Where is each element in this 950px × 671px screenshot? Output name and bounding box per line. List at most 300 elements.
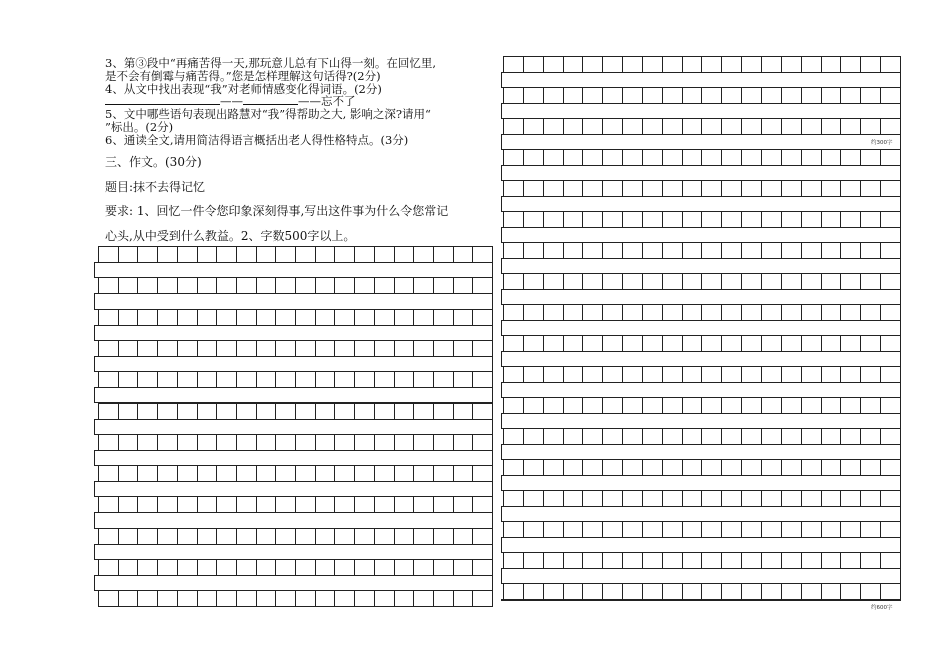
grid-cell[interactable] [414, 466, 434, 481]
grid-cell[interactable] [473, 435, 492, 450]
grid-cell[interactable] [702, 367, 722, 382]
grid-cell[interactable] [504, 491, 524, 506]
grid-cell[interactable] [257, 341, 277, 356]
grid-cell[interactable] [603, 57, 623, 72]
grid-cell[interactable] [623, 584, 643, 599]
grid-cell[interactable] [119, 310, 139, 325]
grid-cell[interactable] [881, 150, 900, 165]
grid-cell[interactable] [782, 274, 802, 289]
grid-cell[interactable] [762, 460, 782, 475]
grid-cell[interactable] [414, 404, 434, 419]
grid-cell[interactable] [603, 88, 623, 103]
grid-cell[interactable] [623, 522, 643, 537]
grid-cell[interactable] [583, 57, 603, 72]
grid-cell[interactable] [564, 336, 584, 351]
grid-cell[interactable] [119, 372, 139, 387]
grid-cell[interactable] [395, 560, 415, 575]
grid-cell[interactable] [702, 243, 722, 258]
grid-cell[interactable] [623, 119, 643, 134]
grid-cell[interactable] [702, 57, 722, 72]
grid-cell[interactable] [296, 560, 316, 575]
grid-cell[interactable] [454, 466, 474, 481]
grid-cell[interactable] [702, 398, 722, 413]
grid-cell[interactable] [217, 435, 237, 450]
grid-cell[interactable] [623, 150, 643, 165]
grid-cell[interactable] [138, 435, 158, 450]
grid-cell[interactable] [881, 398, 900, 413]
grid-cell[interactable] [822, 522, 842, 537]
grid-cell[interactable] [138, 372, 158, 387]
grid-cell[interactable] [683, 398, 703, 413]
grid-cell[interactable] [544, 367, 564, 382]
grid-cell[interactable] [762, 491, 782, 506]
grid-cell[interactable] [158, 591, 178, 606]
grid-cell[interactable] [217, 372, 237, 387]
grid-cell[interactable] [504, 181, 524, 196]
grid-cell[interactable] [158, 497, 178, 512]
grid-cell[interactable] [335, 591, 355, 606]
grid-cell[interactable] [335, 404, 355, 419]
grid-cell[interactable] [722, 274, 742, 289]
grid-cell[interactable] [702, 553, 722, 568]
grid-cell[interactable] [861, 212, 881, 227]
grid-cell[interactable] [802, 181, 822, 196]
grid-cell[interactable] [217, 529, 237, 544]
grid-cell[interactable] [178, 247, 198, 262]
grid-cell[interactable] [683, 367, 703, 382]
grid-cell[interactable] [782, 553, 802, 568]
grid-cell[interactable] [524, 336, 544, 351]
grid-cell[interactable] [504, 398, 524, 413]
grid-cell[interactable] [504, 460, 524, 475]
grid-cell[interactable] [296, 435, 316, 450]
grid-cell[interactable] [296, 310, 316, 325]
grid-cell[interactable] [583, 243, 603, 258]
grid-cell[interactable] [742, 336, 762, 351]
grid-cell[interactable] [198, 560, 218, 575]
grid-cell[interactable] [822, 212, 842, 227]
grid-cell[interactable] [762, 274, 782, 289]
grid-cell[interactable] [217, 560, 237, 575]
grid-cell[interactable] [722, 119, 742, 134]
grid-cell[interactable] [473, 247, 492, 262]
grid-cell[interactable] [544, 398, 564, 413]
grid-cell[interactable] [822, 243, 842, 258]
grid-cell[interactable] [702, 522, 722, 537]
grid-cell[interactable] [504, 212, 524, 227]
grid-cell[interactable] [335, 529, 355, 544]
grid-cell[interactable] [702, 274, 722, 289]
grid-cell[interactable] [742, 119, 762, 134]
grid-cell[interactable] [623, 491, 643, 506]
grid-cell[interactable] [683, 57, 703, 72]
grid-cell[interactable] [564, 243, 584, 258]
grid-cell[interactable] [841, 119, 861, 134]
grid-cell[interactable] [544, 181, 564, 196]
grid-cell[interactable] [564, 57, 584, 72]
grid-cell[interactable] [782, 429, 802, 444]
grid-cell[interactable] [564, 88, 584, 103]
grid-cell[interactable] [375, 591, 395, 606]
grid-cell[interactable] [583, 491, 603, 506]
grid-cell[interactable] [524, 181, 544, 196]
grid-cell[interactable] [861, 491, 881, 506]
grid-cell[interactable] [355, 435, 375, 450]
grid-cell[interactable] [375, 560, 395, 575]
grid-cell[interactable] [564, 398, 584, 413]
grid-cell[interactable] [138, 466, 158, 481]
grid-cell[interactable] [802, 212, 822, 227]
grid-cell[interactable] [524, 460, 544, 475]
grid-cell[interactable] [841, 243, 861, 258]
grid-cell[interactable] [841, 398, 861, 413]
grid-cell[interactable] [355, 341, 375, 356]
grid-cell[interactable] [296, 372, 316, 387]
grid-cell[interactable] [504, 274, 524, 289]
grid-cell[interactable] [722, 181, 742, 196]
grid-cell[interactable] [504, 429, 524, 444]
grid-cell[interactable] [881, 584, 900, 599]
grid-cell[interactable] [395, 341, 415, 356]
grid-cell[interactable] [822, 553, 842, 568]
grid-cell[interactable] [702, 150, 722, 165]
grid-cell[interactable] [296, 341, 316, 356]
grid-cell[interactable] [702, 305, 722, 320]
grid-cell[interactable] [762, 553, 782, 568]
grid-cell[interactable] [583, 336, 603, 351]
grid-cell[interactable] [296, 466, 316, 481]
grid-cell[interactable] [564, 212, 584, 227]
grid-cell[interactable] [158, 278, 178, 293]
grid-cell[interactable] [454, 529, 474, 544]
grid-cell[interactable] [861, 522, 881, 537]
grid-cell[interactable] [742, 367, 762, 382]
grid-cell[interactable] [663, 522, 683, 537]
grid-cell[interactable] [335, 310, 355, 325]
grid-cell[interactable] [822, 398, 842, 413]
grid-cell[interactable] [544, 336, 564, 351]
grid-cell[interactable] [544, 57, 564, 72]
grid-cell[interactable] [237, 497, 257, 512]
grid-cell[interactable] [722, 336, 742, 351]
grid-cell[interactable] [643, 584, 663, 599]
grid-cell[interactable] [119, 278, 139, 293]
grid-cell[interactable] [861, 398, 881, 413]
grid-cell[interactable] [375, 310, 395, 325]
grid-cell[interactable] [782, 491, 802, 506]
grid-cell[interactable] [375, 372, 395, 387]
grid-cell[interactable] [375, 497, 395, 512]
grid-cell[interactable] [414, 372, 434, 387]
grid-cell[interactable] [524, 243, 544, 258]
grid-cell[interactable] [881, 305, 900, 320]
grid-cell[interactable] [237, 435, 257, 450]
grid-cell[interactable] [237, 560, 257, 575]
grid-cell[interactable] [414, 247, 434, 262]
grid-cell[interactable] [99, 560, 119, 575]
grid-cell[interactable] [198, 341, 218, 356]
grid-cell[interactable] [603, 398, 623, 413]
grid-cell[interactable] [414, 341, 434, 356]
grid-cell[interactable] [158, 341, 178, 356]
grid-cell[interactable] [861, 367, 881, 382]
grid-cell[interactable] [395, 310, 415, 325]
grid-cell[interactable] [623, 243, 643, 258]
grid-cell[interactable] [178, 310, 198, 325]
grid-cell[interactable] [762, 181, 782, 196]
grid-cell[interactable] [623, 88, 643, 103]
grid-cell[interactable] [178, 560, 198, 575]
grid-cell[interactable] [742, 491, 762, 506]
grid-cell[interactable] [603, 243, 623, 258]
grid-cell[interactable] [782, 336, 802, 351]
grid-cell[interactable] [802, 584, 822, 599]
grid-cell[interactable] [375, 435, 395, 450]
grid-cell[interactable] [395, 278, 415, 293]
grid-cell[interactable] [316, 591, 336, 606]
grid-cell[interactable] [702, 460, 722, 475]
grid-cell[interactable] [257, 591, 277, 606]
grid-cell[interactable] [178, 404, 198, 419]
grid-cell[interactable] [99, 529, 119, 544]
grid-cell[interactable] [762, 584, 782, 599]
grid-cell[interactable] [473, 466, 492, 481]
grid-cell[interactable] [544, 429, 564, 444]
grid-cell[interactable] [861, 553, 881, 568]
grid-cell[interactable] [335, 341, 355, 356]
grid-cell[interactable] [742, 212, 762, 227]
grid-cell[interactable] [643, 274, 663, 289]
grid-cell[interactable] [119, 591, 139, 606]
grid-cell[interactable] [276, 278, 296, 293]
grid-cell[interactable] [782, 57, 802, 72]
grid-cell[interactable] [178, 278, 198, 293]
grid-cell[interactable] [822, 150, 842, 165]
grid-cell[interactable] [524, 212, 544, 227]
grid-cell[interactable] [663, 212, 683, 227]
grid-cell[interactable] [683, 274, 703, 289]
grid-cell[interactable] [861, 584, 881, 599]
grid-cell[interactable] [158, 435, 178, 450]
grid-cell[interactable] [454, 497, 474, 512]
grid-cell[interactable] [603, 212, 623, 227]
grid-cell[interactable] [355, 529, 375, 544]
grid-cell[interactable] [583, 181, 603, 196]
grid-cell[interactable] [643, 367, 663, 382]
grid-cell[interactable] [316, 341, 336, 356]
grid-cell[interactable] [722, 150, 742, 165]
grid-cell[interactable] [782, 212, 802, 227]
grid-cell[interactable] [335, 435, 355, 450]
grid-cell[interactable] [841, 429, 861, 444]
grid-cell[interactable] [564, 460, 584, 475]
grid-cell[interactable] [316, 278, 336, 293]
grid-cell[interactable] [782, 522, 802, 537]
grid-cell[interactable] [257, 247, 277, 262]
grid-cell[interactable] [623, 212, 643, 227]
grid-cell[interactable] [504, 336, 524, 351]
grid-cell[interactable] [504, 57, 524, 72]
grid-cell[interactable] [762, 243, 782, 258]
grid-cell[interactable] [683, 305, 703, 320]
grid-cell[interactable] [881, 553, 900, 568]
grid-cell[interactable] [158, 404, 178, 419]
grid-cell[interactable] [603, 491, 623, 506]
grid-cell[interactable] [138, 497, 158, 512]
grid-cell[interactable] [257, 466, 277, 481]
grid-cell[interactable] [742, 274, 762, 289]
grid-cell[interactable] [99, 341, 119, 356]
grid-cell[interactable] [524, 150, 544, 165]
grid-cell[interactable] [881, 181, 900, 196]
grid-cell[interactable] [524, 429, 544, 444]
grid-cell[interactable] [564, 119, 584, 134]
grid-cell[interactable] [198, 435, 218, 450]
grid-cell[interactable] [414, 529, 434, 544]
grid-cell[interactable] [138, 560, 158, 575]
grid-cell[interactable] [841, 336, 861, 351]
grid-cell[interactable] [841, 150, 861, 165]
grid-cell[interactable] [434, 466, 454, 481]
grid-cell[interactable] [119, 529, 139, 544]
grid-cell[interactable] [722, 553, 742, 568]
grid-cell[interactable] [316, 310, 336, 325]
grid-cell[interactable] [138, 310, 158, 325]
grid-cell[interactable] [603, 336, 623, 351]
grid-cell[interactable] [414, 278, 434, 293]
grid-cell[interactable] [276, 247, 296, 262]
grid-cell[interactable] [722, 429, 742, 444]
grid-cell[interactable] [802, 522, 822, 537]
grid-cell[interactable] [583, 88, 603, 103]
grid-cell[interactable] [762, 367, 782, 382]
grid-cell[interactable] [702, 212, 722, 227]
grid-cell[interactable] [237, 247, 257, 262]
grid-cell[interactable] [623, 336, 643, 351]
grid-cell[interactable] [375, 341, 395, 356]
grid-cell[interactable] [434, 591, 454, 606]
grid-cell[interactable] [802, 274, 822, 289]
grid-cell[interactable] [473, 497, 492, 512]
grid-cell[interactable] [158, 372, 178, 387]
grid-cell[interactable] [276, 591, 296, 606]
grid-cell[interactable] [702, 119, 722, 134]
grid-cell[interactable] [722, 243, 742, 258]
grid-cell[interactable] [762, 522, 782, 537]
grid-cell[interactable] [782, 243, 802, 258]
grid-cell[interactable] [841, 212, 861, 227]
grid-cell[interactable] [276, 372, 296, 387]
grid-cell[interactable] [217, 466, 237, 481]
grid-cell[interactable] [395, 497, 415, 512]
grid-cell[interactable] [623, 274, 643, 289]
grid-cell[interactable] [742, 429, 762, 444]
grid-cell[interactable] [296, 247, 316, 262]
grid-cell[interactable] [276, 404, 296, 419]
grid-cell[interactable] [841, 460, 861, 475]
grid-cell[interactable] [178, 466, 198, 481]
grid-cell[interactable] [802, 398, 822, 413]
grid-cell[interactable] [603, 367, 623, 382]
grid-cell[interactable] [217, 341, 237, 356]
grid-cell[interactable] [583, 274, 603, 289]
grid-cell[interactable] [722, 491, 742, 506]
grid-cell[interactable] [198, 247, 218, 262]
grid-cell[interactable] [802, 305, 822, 320]
grid-cell[interactable] [296, 497, 316, 512]
grid-cell[interactable] [119, 497, 139, 512]
grid-cell[interactable] [524, 491, 544, 506]
grid-cell[interactable] [544, 584, 564, 599]
grid-cell[interactable] [564, 553, 584, 568]
grid-cell[interactable] [603, 150, 623, 165]
grid-cell[interactable] [583, 429, 603, 444]
grid-cell[interactable] [663, 584, 683, 599]
grid-cell[interactable] [119, 247, 139, 262]
grid-cell[interactable] [603, 181, 623, 196]
grid-cell[interactable] [603, 119, 623, 134]
grid-cell[interactable] [742, 57, 762, 72]
grid-cell[interactable] [722, 367, 742, 382]
grid-cell[interactable] [663, 553, 683, 568]
grid-cell[interactable] [583, 553, 603, 568]
grid-cell[interactable] [663, 119, 683, 134]
grid-cell[interactable] [683, 119, 703, 134]
grid-cell[interactable] [881, 212, 900, 227]
grid-cell[interactable] [414, 591, 434, 606]
grid-cell[interactable] [158, 466, 178, 481]
grid-cell[interactable] [473, 529, 492, 544]
grid-cell[interactable] [434, 529, 454, 544]
grid-cell[interactable] [802, 243, 822, 258]
grid-cell[interactable] [355, 310, 375, 325]
grid-cell[interactable] [802, 429, 822, 444]
grid-cell[interactable] [217, 497, 237, 512]
grid-cell[interactable] [841, 522, 861, 537]
grid-cell[interactable] [473, 560, 492, 575]
grid-cell[interactable] [119, 404, 139, 419]
grid-cell[interactable] [802, 336, 822, 351]
grid-cell[interactable] [454, 372, 474, 387]
grid-cell[interactable] [237, 310, 257, 325]
grid-cell[interactable] [414, 497, 434, 512]
grid-cell[interactable] [643, 88, 663, 103]
grid-cell[interactable] [524, 305, 544, 320]
grid-cell[interactable] [257, 497, 277, 512]
grid-cell[interactable] [454, 560, 474, 575]
grid-cell[interactable] [802, 553, 822, 568]
grid-cell[interactable] [414, 435, 434, 450]
grid-cell[interactable] [198, 404, 218, 419]
grid-cell[interactable] [504, 150, 524, 165]
grid-cell[interactable] [702, 429, 722, 444]
grid-cell[interactable] [316, 466, 336, 481]
grid-cell[interactable] [663, 181, 683, 196]
grid-cell[interactable] [623, 460, 643, 475]
grid-cell[interactable] [335, 247, 355, 262]
grid-cell[interactable] [802, 491, 822, 506]
grid-cell[interactable] [316, 435, 336, 450]
grid-cell[interactable] [841, 88, 861, 103]
grid-cell[interactable] [454, 435, 474, 450]
grid-cell[interactable] [663, 429, 683, 444]
grid-cell[interactable] [663, 243, 683, 258]
grid-cell[interactable] [583, 460, 603, 475]
grid-cell[interactable] [841, 491, 861, 506]
grid-cell[interactable] [544, 491, 564, 506]
grid-cell[interactable] [683, 181, 703, 196]
grid-cell[interactable] [237, 278, 257, 293]
